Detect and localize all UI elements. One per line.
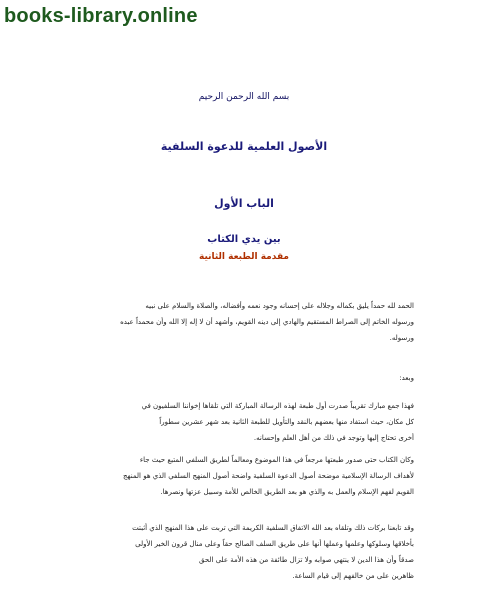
paragraph-line: وقد تابعنا بركات ذلك وتلقاه بعد الله الاتفاق السلفية الكريمة التي تربت على هذا المنهج الذي أثبتت bbox=[132, 524, 414, 532]
paragraph-line: القويم لفهم الإسلام والعمل به والذي هو بعد الطريق الخالص للأمة وسبيل عزتها ونصرها. bbox=[160, 488, 414, 496]
paragraph-3 bbox=[74, 398, 414, 446]
paragraph-line: ورسوله الخاتم إلى الصراط المستقيم والهادي إلى دينه القويم، وأشهد أن لا إله إلا الله وأن محمداً عبده bbox=[120, 318, 414, 326]
paragraph-line: صدقاً وأن هذا الدين لا ينتهي صوابه ولا تزال طائفة من هذه الأمة على الحق bbox=[199, 556, 414, 564]
section-title: بين يدي الكتاب bbox=[207, 234, 281, 245]
paragraph-line: بأخلاقها وسلوكها وعلمها وعملها أنها على طريق السلف الصالح حقاً وعلى منال قرون الخير الأولى bbox=[135, 540, 414, 548]
paragraph-1 bbox=[74, 298, 414, 346]
chapter-heading: الباب الأول bbox=[214, 197, 274, 210]
paragraph-5 bbox=[74, 520, 414, 584]
paragraph-line: وبعد: bbox=[399, 374, 414, 382]
paragraph-4 bbox=[74, 452, 414, 500]
paragraph-line: أخرى تحتاج إليها وتوجد في ذلك من أهل العلم وإحسانه. bbox=[253, 434, 414, 442]
site-watermark: books-library.online bbox=[4, 5, 198, 27]
section-subtitle: مقدمة الطبعة الثانية bbox=[198, 252, 290, 262]
document-page bbox=[74, 80, 414, 585]
book-title: الأصول العلمية للدعوة السلفية bbox=[160, 140, 328, 153]
paragraph-2 bbox=[74, 370, 414, 386]
paragraph-line: ظاهرين على من خالفهم إلى قيام الساعة. bbox=[292, 572, 414, 580]
paragraph-line: ورسوله. bbox=[389, 334, 414, 342]
bismillah-heading: بسم الله الرحمن الرحيم bbox=[198, 92, 290, 102]
paragraph-line: كل مكان، حيث استفاد منها بعضهم بالنقد والتأويل للطبعة الثانية بعد شهر عشرين سطوراً bbox=[159, 418, 414, 426]
paragraph-line: وكان الكتاب حتى صدور طبعتها مرجعاً في هذا الموضوع ومعالماً لطريق السلفي المتبع حيث جاء bbox=[139, 456, 414, 464]
paragraph-line: الحمد لله حمداً يليق بكماله وجلاله على إحسانه وجود نعمه وأفضاله، والصلاة والسلام على نبيه bbox=[145, 302, 414, 310]
paragraph-line: لأهداف الرسالة الإسلامية موضحة أصول الدعوة السلفية واضحة أصول المنهج السلفي الذي هو المنهج bbox=[123, 472, 414, 480]
paragraph-line: فهذا جمع مبارك تقريباً صدرت أول طبعة لهذه الرسالة المباركة التي تلقاها إخواننا السلفيون في bbox=[141, 402, 414, 410]
